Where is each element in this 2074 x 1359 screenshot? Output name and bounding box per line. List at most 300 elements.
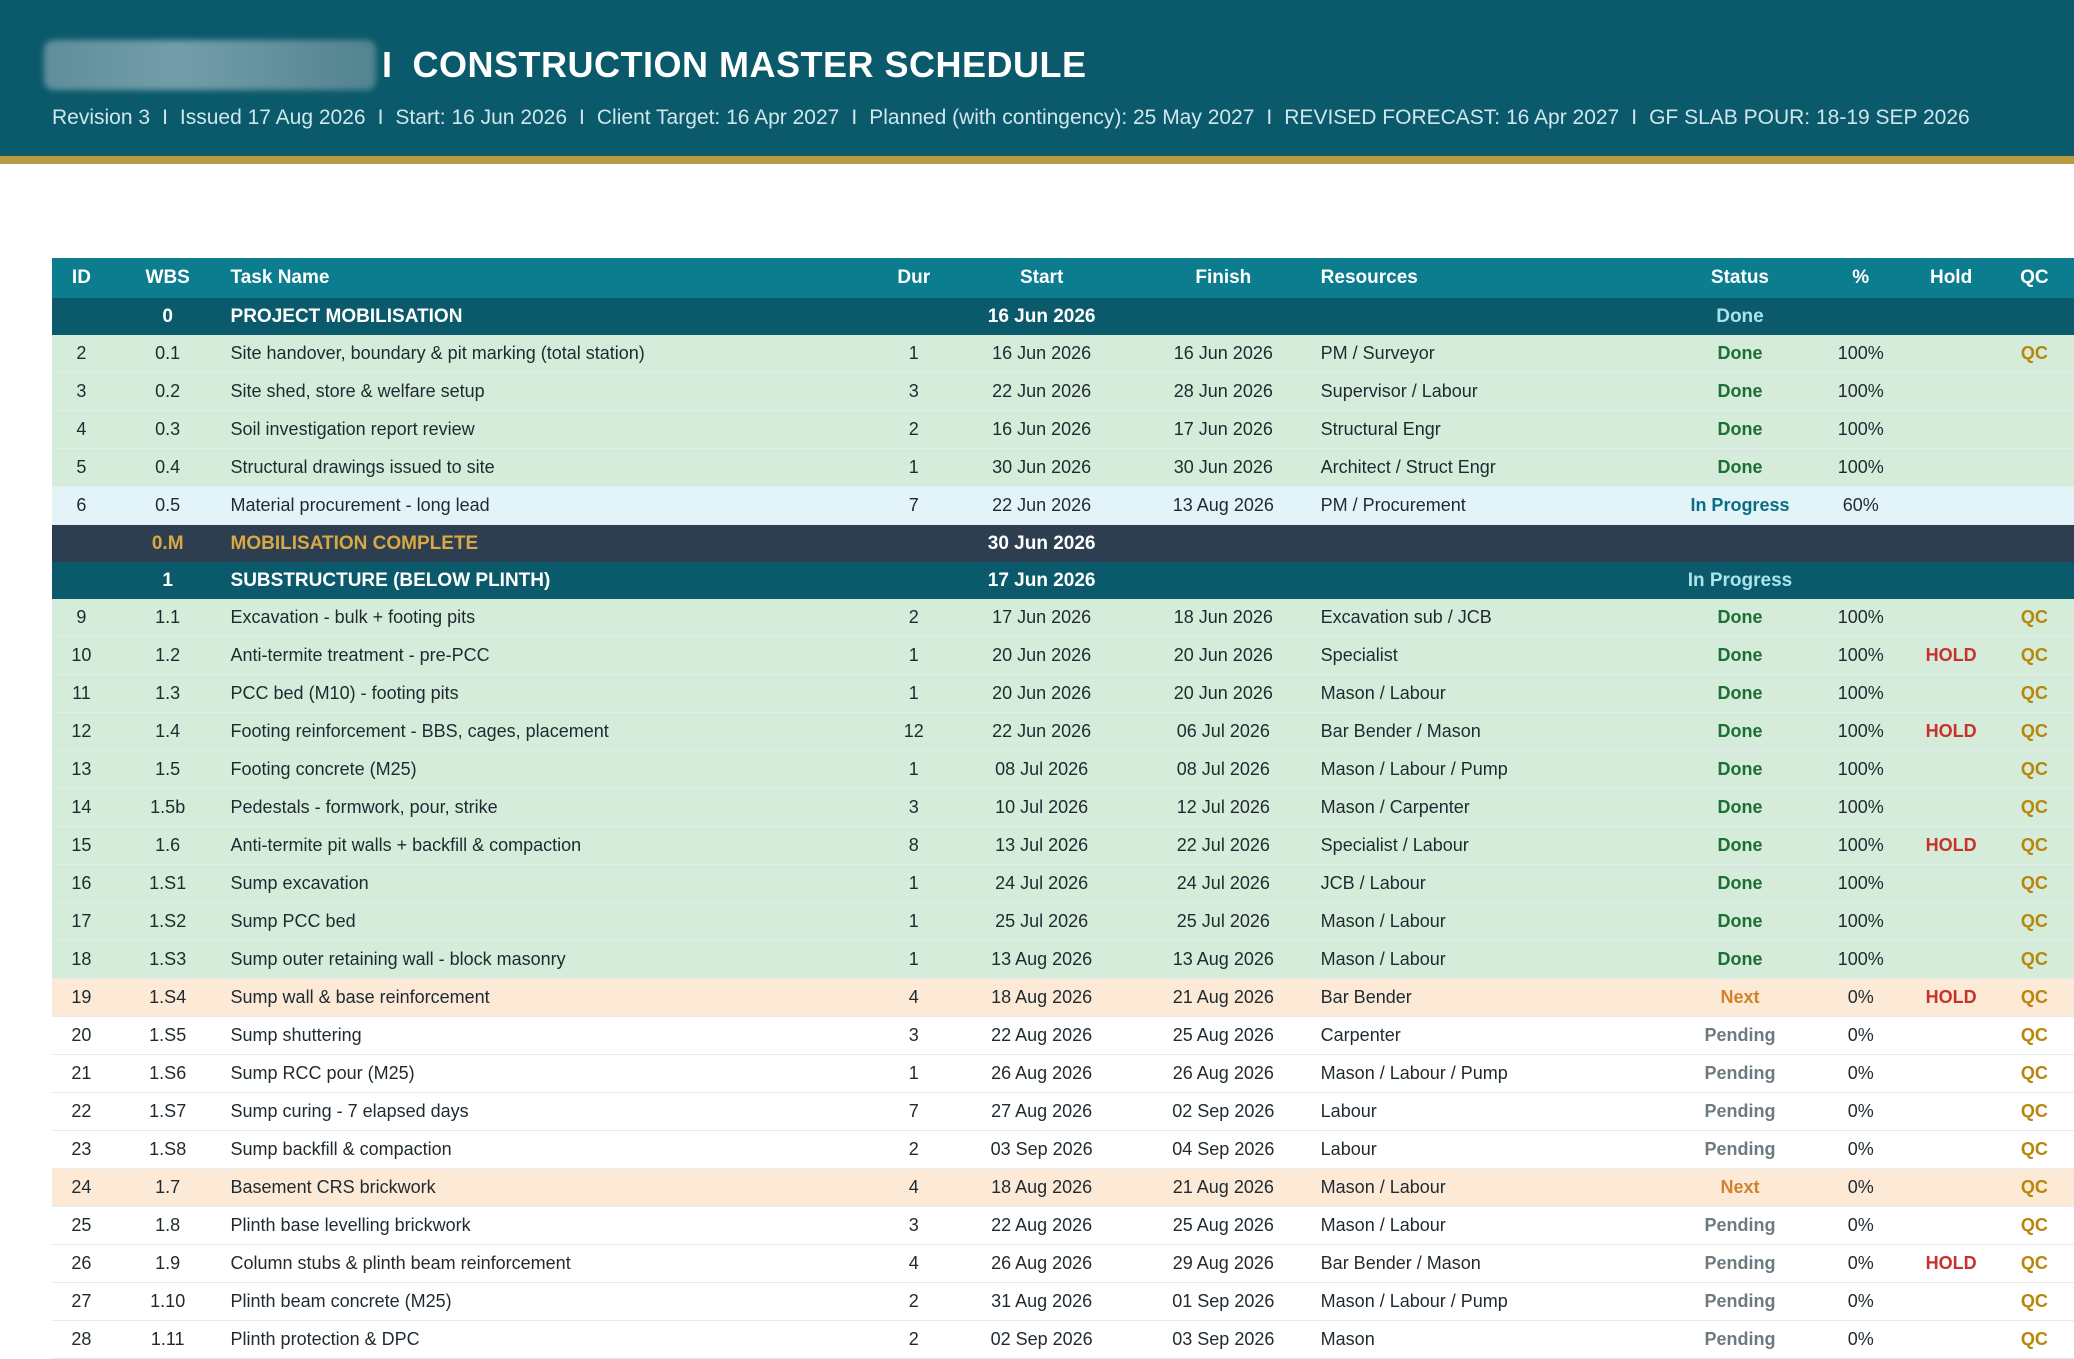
title-text: CONSTRUCTION MASTER SCHEDULE (412, 44, 1087, 85)
cell-task-name: Sump RCC pour (M25) (225, 1055, 877, 1093)
cell-id (52, 525, 111, 563)
cell-id: 14 (52, 789, 111, 827)
cell-resources: Mason / Labour / Pump (1315, 1283, 1666, 1321)
cell-hold (1907, 1169, 1994, 1207)
cell-finish (1132, 525, 1315, 563)
cell-status: Done (1666, 335, 1814, 373)
cell-resources (1315, 298, 1666, 335)
cell-start: 08 Jul 2026 (951, 751, 1132, 789)
cell-qc: QC (1995, 789, 2074, 827)
cell-resources (1315, 525, 1666, 563)
col-header-wbs[interactable]: WBS (111, 258, 225, 298)
cell-id: 16 (52, 865, 111, 903)
page-title (382, 44, 1087, 86)
summary-row[interactable] (52, 562, 2074, 599)
cell-task-name: Excavation - bulk + footing pits (225, 599, 877, 637)
cell-qc: QC (1995, 1283, 2074, 1321)
cell-resources: PM / Surveyor (1315, 335, 1666, 373)
cell-percent: 0% (1814, 1321, 1907, 1359)
col-header-percent[interactable]: % (1814, 258, 1907, 298)
cell-percent: 100% (1814, 865, 1907, 903)
cell-qc (1995, 562, 2074, 599)
cell-qc: QC (1995, 1055, 2074, 1093)
cell-task-name: Site shed, store & welfare setup (225, 373, 877, 411)
table-row[interactable] (52, 1131, 2074, 1169)
cell-id: 22 (52, 1093, 111, 1131)
cell-hold: HOLD (1907, 713, 1994, 751)
cell-percent: 0% (1814, 1055, 1907, 1093)
cell-wbs: 1.1 (111, 599, 225, 637)
cell-percent (1814, 562, 1907, 599)
cell-status: Done (1666, 675, 1814, 713)
cell-wbs: 1.3 (111, 675, 225, 713)
cell-wbs: 0 (111, 298, 225, 335)
cell-wbs: 0.1 (111, 335, 225, 373)
cell-percent: 0% (1814, 1283, 1907, 1321)
cell-hold (1907, 562, 1994, 599)
cell-finish: 04 Sep 2026 (1132, 1131, 1315, 1169)
cell-dur: 2 (876, 411, 951, 449)
cell-status: Done (1666, 637, 1814, 675)
cell-percent: 0% (1814, 979, 1907, 1017)
cell-status: Done (1666, 827, 1814, 865)
cell-start: 18 Aug 2026 (951, 979, 1132, 1017)
cell-finish: 13 Aug 2026 (1132, 487, 1315, 525)
cell-id: 6 (52, 487, 111, 525)
cell-start: 02 Sep 2026 (951, 1321, 1132, 1359)
col-header-qc[interactable]: QC (1995, 258, 2074, 298)
subline-item: Planned (with contingency): 25 May 2027 (869, 106, 1255, 129)
cell-wbs: 0.M (111, 525, 225, 563)
cell-status (1666, 525, 1814, 563)
table-row[interactable] (52, 1207, 2074, 1245)
cell-hold (1907, 903, 1994, 941)
cell-start: 26 Aug 2026 (951, 1245, 1132, 1283)
cell-wbs: 1.S1 (111, 865, 225, 903)
cell-hold (1907, 411, 1994, 449)
cell-status: Done (1666, 373, 1814, 411)
cell-task-name: Sump backfill & compaction (225, 1131, 877, 1169)
cell-dur: 3 (876, 1207, 951, 1245)
cell-task-name: PCC bed (M10) - footing pits (225, 675, 877, 713)
cell-dur: 2 (876, 599, 951, 637)
table-row[interactable] (52, 637, 2074, 675)
cell-task-name: Sump curing - 7 elapsed days (225, 1093, 877, 1131)
cell-hold (1907, 335, 1994, 373)
cell-finish: 21 Aug 2026 (1132, 1169, 1315, 1207)
cell-percent: 100% (1814, 449, 1907, 487)
cell-task-name: MOBILISATION COMPLETE (225, 525, 877, 563)
cell-hold (1907, 1017, 1994, 1055)
table-row[interactable] (52, 599, 2074, 637)
cell-dur: 2 (876, 1131, 951, 1169)
cell-resources: Labour (1315, 1093, 1666, 1131)
cell-status: Done (1666, 751, 1814, 789)
cell-start: 22 Jun 2026 (951, 487, 1132, 525)
cell-id: 15 (52, 827, 111, 865)
col-header-id[interactable]: ID (52, 258, 111, 298)
schedule-summary-line (52, 106, 1970, 130)
cell-percent: 100% (1814, 335, 1907, 373)
col-header-dur[interactable]: Dur (876, 258, 951, 298)
cell-dur: 12 (876, 713, 951, 751)
cell-start: 10 Jul 2026 (951, 789, 1132, 827)
cell-resources: Mason / Labour (1315, 941, 1666, 979)
table-row[interactable] (52, 827, 2074, 865)
cell-task-name: PROJECT MOBILISATION (225, 298, 877, 335)
table-row[interactable] (52, 1017, 2074, 1055)
cell-dur: 1 (876, 865, 951, 903)
cell-wbs: 1 (111, 562, 225, 599)
cell-start: 03 Sep 2026 (951, 1131, 1132, 1169)
subline-item: Issued 17 Aug 2026 (179, 106, 366, 129)
table-row[interactable] (52, 941, 2074, 979)
table-row[interactable] (52, 373, 2074, 411)
company-logo-blurred (44, 40, 376, 90)
cell-dur: 4 (876, 1245, 951, 1283)
col-header-resources[interactable]: Resources (1315, 258, 1666, 298)
cell-dur: 7 (876, 487, 951, 525)
table-row[interactable] (52, 411, 2074, 449)
cell-id: 27 (52, 1283, 111, 1321)
cell-hold (1907, 1093, 1994, 1131)
cell-qc: QC (1995, 1169, 2074, 1207)
col-header-finish[interactable]: Finish (1132, 258, 1315, 298)
cell-start: 13 Jul 2026 (951, 827, 1132, 865)
cell-dur (876, 525, 951, 563)
cell-task-name: Pedestals - formwork, pour, strike (225, 789, 877, 827)
cell-id: 20 (52, 1017, 111, 1055)
cell-percent: 100% (1814, 411, 1907, 449)
table-row[interactable] (52, 903, 2074, 941)
cell-task-name: Anti-termite treatment - pre-PCC (225, 637, 877, 675)
cell-finish: 30 Jun 2026 (1132, 449, 1315, 487)
cell-finish: 08 Jul 2026 (1132, 751, 1315, 789)
cell-finish: 13 Aug 2026 (1132, 941, 1315, 979)
table-row[interactable] (52, 979, 2074, 1017)
cell-task-name: Site handover, boundary & pit marking (total station) (225, 335, 877, 373)
cell-id: 26 (52, 1245, 111, 1283)
cell-wbs: 1.6 (111, 827, 225, 865)
cell-hold (1907, 1055, 1994, 1093)
milestone-row[interactable] (52, 525, 2074, 563)
cell-wbs: 1.2 (111, 637, 225, 675)
subline-item: Client Target: 16 Apr 2027 (596, 106, 840, 129)
cell-finish: 26 Aug 2026 (1132, 1055, 1315, 1093)
cell-task-name: Plinth protection & DPC (225, 1321, 877, 1359)
cell-percent: 0% (1814, 1207, 1907, 1245)
cell-dur: 2 (876, 1321, 951, 1359)
cell-percent: 100% (1814, 373, 1907, 411)
cell-wbs: 0.2 (111, 373, 225, 411)
table-row[interactable] (52, 865, 2074, 903)
cell-qc: QC (1995, 599, 2074, 637)
cell-percent: 60% (1814, 487, 1907, 525)
cell-wbs: 1.7 (111, 1169, 225, 1207)
cell-hold: HOLD (1907, 1245, 1994, 1283)
cell-id: 2 (52, 335, 111, 373)
cell-task-name: Plinth beam concrete (M25) (225, 1283, 877, 1321)
cell-start: 13 Aug 2026 (951, 941, 1132, 979)
table-row[interactable] (52, 487, 2074, 525)
cell-task-name: Material procurement - long lead (225, 487, 877, 525)
cell-task-name: SUBSTRUCTURE (BELOW PLINTH) (225, 562, 877, 599)
cell-status: Pending (1666, 1055, 1814, 1093)
cell-resources: PM / Procurement (1315, 487, 1666, 525)
cell-resources: Mason / Labour (1315, 675, 1666, 713)
cell-hold (1907, 487, 1994, 525)
cell-percent: 100% (1814, 675, 1907, 713)
cell-qc: QC (1995, 865, 2074, 903)
cell-qc: QC (1995, 675, 2074, 713)
cell-status: Next (1666, 979, 1814, 1017)
cell-hold (1907, 599, 1994, 637)
cell-qc: QC (1995, 637, 2074, 675)
cell-percent: 100% (1814, 599, 1907, 637)
schedule-header (0, 0, 2074, 164)
cell-task-name: Basement CRS brickwork (225, 1169, 877, 1207)
cell-resources: Specialist / Labour (1315, 827, 1666, 865)
cell-id (52, 562, 111, 599)
cell-resources (1315, 562, 1666, 599)
cell-resources: Mason / Labour (1315, 1207, 1666, 1245)
cell-wbs: 1.S6 (111, 1055, 225, 1093)
cell-qc: QC (1995, 1131, 2074, 1169)
cell-dur: 3 (876, 373, 951, 411)
cell-status: Done (1666, 789, 1814, 827)
cell-percent (1814, 298, 1907, 335)
cell-finish: 21 Aug 2026 (1132, 979, 1315, 1017)
cell-dur: 4 (876, 1169, 951, 1207)
cell-start: 27 Aug 2026 (951, 1093, 1132, 1131)
subline-separator: I (579, 106, 585, 129)
cell-status: Done (1666, 713, 1814, 751)
table-row[interactable] (52, 449, 2074, 487)
cell-status: Done (1666, 599, 1814, 637)
cell-dur: 3 (876, 1017, 951, 1055)
table-row[interactable] (52, 751, 2074, 789)
cell-resources: Architect / Struct Engr (1315, 449, 1666, 487)
cell-qc (1995, 298, 2074, 335)
cell-hold (1907, 789, 1994, 827)
col-header-hold[interactable]: Hold (1907, 258, 1994, 298)
cell-finish: 29 Aug 2026 (1132, 1245, 1315, 1283)
cell-start: 16 Jun 2026 (951, 411, 1132, 449)
col-header-start[interactable]: Start (951, 258, 1132, 298)
table-row[interactable] (52, 713, 2074, 751)
cell-wbs: 1.4 (111, 713, 225, 751)
cell-wbs: 1.S7 (111, 1093, 225, 1131)
cell-wbs: 0.5 (111, 487, 225, 525)
cell-percent: 100% (1814, 827, 1907, 865)
cell-percent: 100% (1814, 713, 1907, 751)
cell-resources: Mason / Labour (1315, 903, 1666, 941)
cell-resources: Carpenter (1315, 1017, 1666, 1055)
cell-dur (876, 562, 951, 599)
cell-percent: 0% (1814, 1169, 1907, 1207)
cell-percent: 100% (1814, 941, 1907, 979)
cell-status: Pending (1666, 1283, 1814, 1321)
cell-qc: QC (1995, 1207, 2074, 1245)
cell-wbs: 1.5 (111, 751, 225, 789)
cell-resources: Mason / Carpenter (1315, 789, 1666, 827)
cell-finish: 25 Aug 2026 (1132, 1207, 1315, 1245)
cell-status: Pending (1666, 1245, 1814, 1283)
cell-start: 22 Jun 2026 (951, 713, 1132, 751)
cell-start: 18 Aug 2026 (951, 1169, 1132, 1207)
cell-dur: 1 (876, 335, 951, 373)
cell-start: 22 Aug 2026 (951, 1207, 1132, 1245)
cell-hold (1907, 525, 1994, 563)
cell-hold (1907, 449, 1994, 487)
cell-start: 20 Jun 2026 (951, 675, 1132, 713)
cell-start: 16 Jun 2026 (951, 335, 1132, 373)
cell-task-name: Structural drawings issued to site (225, 449, 877, 487)
cell-status: Done (1666, 903, 1814, 941)
table-row[interactable] (52, 1283, 2074, 1321)
col-header-status[interactable]: Status (1666, 258, 1814, 298)
cell-task-name: Sump outer retaining wall - block masonry (225, 941, 877, 979)
cell-finish: 17 Jun 2026 (1132, 411, 1315, 449)
cell-id: 19 (52, 979, 111, 1017)
cell-id: 17 (52, 903, 111, 941)
cell-wbs: 1.S5 (111, 1017, 225, 1055)
cell-id: 18 (52, 941, 111, 979)
cell-resources: Mason / Labour / Pump (1315, 1055, 1666, 1093)
summary-row[interactable] (52, 298, 2074, 335)
cell-dur: 1 (876, 903, 951, 941)
subline-separator: I (377, 106, 384, 129)
cell-finish: 06 Jul 2026 (1132, 713, 1315, 751)
cell-dur: 2 (876, 1283, 951, 1321)
cell-qc (1995, 411, 2074, 449)
cell-qc: QC (1995, 1093, 2074, 1131)
table-row[interactable] (52, 1055, 2074, 1093)
cell-start: 30 Jun 2026 (951, 525, 1132, 563)
cell-dur (876, 298, 951, 335)
cell-resources: Specialist (1315, 637, 1666, 675)
cell-wbs: 0.4 (111, 449, 225, 487)
cell-id: 5 (52, 449, 111, 487)
cell-id: 12 (52, 713, 111, 751)
table-row[interactable] (52, 789, 2074, 827)
cell-percent: 100% (1814, 637, 1907, 675)
cell-hold (1907, 298, 1994, 335)
cell-qc: QC (1995, 1245, 2074, 1283)
cell-dur: 1 (876, 1055, 951, 1093)
cell-task-name: Sump wall & base reinforcement (225, 979, 877, 1017)
cell-percent: 0% (1814, 1245, 1907, 1283)
cell-task-name: Sump excavation (225, 865, 877, 903)
cell-start: 30 Jun 2026 (951, 449, 1132, 487)
cell-status: Pending (1666, 1093, 1814, 1131)
cell-dur: 4 (876, 979, 951, 1017)
cell-dur: 1 (876, 675, 951, 713)
cell-wbs: 1.S2 (111, 903, 225, 941)
cell-finish: 24 Jul 2026 (1132, 865, 1315, 903)
cell-resources: JCB / Labour (1315, 865, 1666, 903)
cell-task-name: Soil investigation report review (225, 411, 877, 449)
cell-wbs: 1.5b (111, 789, 225, 827)
subline-item: Start: 16 Jun 2026 (395, 106, 568, 129)
cell-task-name: Footing reinforcement - BBS, cages, placement (225, 713, 877, 751)
cell-finish: 18 Jun 2026 (1132, 599, 1315, 637)
title-separator: I (382, 44, 393, 85)
cell-qc: QC (1995, 827, 2074, 865)
cell-percent: 0% (1814, 1093, 1907, 1131)
cell-dur: 1 (876, 637, 951, 675)
cell-qc: QC (1995, 335, 2074, 373)
cell-finish: 28 Jun 2026 (1132, 373, 1315, 411)
cell-wbs: 1.9 (111, 1245, 225, 1283)
schedule-table (52, 258, 2074, 1359)
cell-resources: Mason (1315, 1321, 1666, 1359)
cell-status: In Progress (1666, 487, 1814, 525)
cell-finish: 03 Sep 2026 (1132, 1321, 1315, 1359)
cell-status: Pending (1666, 1207, 1814, 1245)
cell-resources: Mason / Labour / Pump (1315, 751, 1666, 789)
cell-hold (1907, 751, 1994, 789)
cell-status: Pending (1666, 1017, 1814, 1055)
subline-item: REVISED FORECAST: 16 Apr 2027 (1284, 106, 1620, 129)
cell-qc: QC (1995, 903, 2074, 941)
cell-percent (1814, 525, 1907, 563)
table-row[interactable] (52, 1169, 2074, 1207)
cell-qc: QC (1995, 979, 2074, 1017)
cell-resources: Bar Bender / Mason (1315, 713, 1666, 751)
subline-item: GF SLAB POUR: 18-19 SEP 2026 (1649, 106, 1970, 129)
cell-percent: 100% (1814, 903, 1907, 941)
cell-status: Next (1666, 1169, 1814, 1207)
cell-resources: Bar Bender (1315, 979, 1666, 1017)
subline-separator: I (1631, 106, 1638, 129)
subline-separator: I (1266, 106, 1273, 129)
cell-id: 24 (52, 1169, 111, 1207)
col-header-task-name[interactable]: Task Name (225, 258, 877, 298)
cell-dur: 1 (876, 941, 951, 979)
table-row[interactable] (52, 1093, 2074, 1131)
subline-separator: I (851, 106, 858, 129)
cell-resources: Labour (1315, 1131, 1666, 1169)
cell-id: 21 (52, 1055, 111, 1093)
cell-wbs: 1.S8 (111, 1131, 225, 1169)
table-row[interactable] (52, 1245, 2074, 1283)
cell-hold (1907, 1131, 1994, 1169)
cell-task-name: Anti-termite pit walls + backfill & compaction (225, 827, 877, 865)
cell-finish: 16 Jun 2026 (1132, 335, 1315, 373)
cell-dur: 3 (876, 789, 951, 827)
cell-start: 22 Jun 2026 (951, 373, 1132, 411)
cell-qc (1995, 373, 2074, 411)
table-row[interactable] (52, 675, 2074, 713)
cell-hold (1907, 1283, 1994, 1321)
cell-id: 10 (52, 637, 111, 675)
cell-hold: HOLD (1907, 979, 1994, 1017)
cell-finish: 20 Jun 2026 (1132, 637, 1315, 675)
cell-percent: 0% (1814, 1131, 1907, 1169)
cell-finish: 12 Jul 2026 (1132, 789, 1315, 827)
cell-status: Done (1666, 865, 1814, 903)
cell-wbs: 1.8 (111, 1207, 225, 1245)
table-row[interactable] (52, 335, 2074, 373)
cell-id: 4 (52, 411, 111, 449)
cell-hold: HOLD (1907, 827, 1994, 865)
cell-task-name: Column stubs & plinth beam reinforcement (225, 1245, 877, 1283)
cell-wbs: 0.3 (111, 411, 225, 449)
cell-start: 17 Jun 2026 (951, 599, 1132, 637)
subline-item: Revision 3 (52, 106, 151, 129)
cell-finish: 22 Jul 2026 (1132, 827, 1315, 865)
